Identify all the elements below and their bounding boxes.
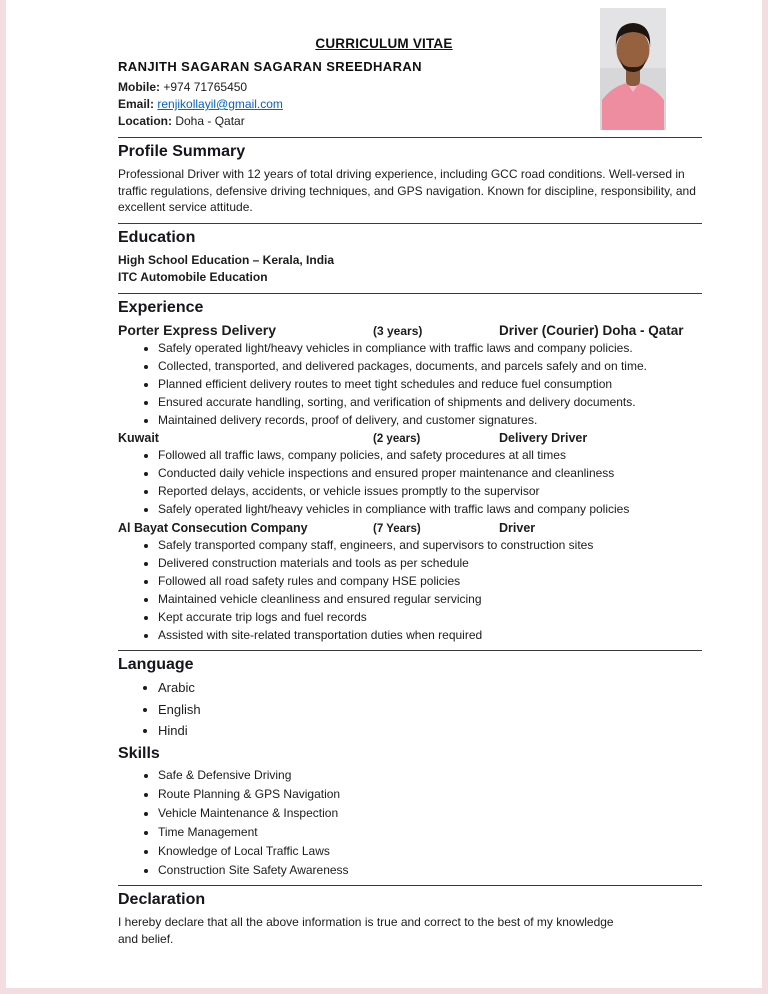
- candidate-name: RANJITH SAGARAN SAGARAN SREEDHARAN: [118, 59, 422, 74]
- job-header: [118, 431, 702, 445]
- job-company: Porter Express Delivery: [118, 321, 276, 338]
- profile-summary-text: Professional Driver with 12 years of total driving experience, including GCC road conditions. Well-versed in traffic regulations, defensive driving techniques, and GPS navigation. Known for discipline, responsibility, and excellent service attitude.: [118, 167, 696, 214]
- job-duration: (3 years): [373, 323, 423, 338]
- skill-item: • Knowledge of Local Traffic Laws: [158, 844, 702, 860]
- job-duration: (2 years): [373, 433, 421, 445]
- bullet-item: • Planned efficient delivery routes to meet tight schedules and reduce fuel consumption: [158, 377, 702, 393]
- language-item: • English: [158, 702, 702, 718]
- skills-list: [118, 768, 702, 879]
- job-company: Kuwait: [118, 431, 159, 445]
- section-divider: [118, 137, 702, 138]
- skill-item: • Route Planning & GPS Navigation: [158, 787, 702, 803]
- section-heading-declaration: Declaration: [118, 891, 206, 908]
- skill-item: • Time Management: [158, 825, 702, 841]
- bullet-item: • Delivered construction materials and tools as per schedule: [158, 556, 702, 572]
- skill-item: • Safe & Defensive Driving: [158, 768, 702, 784]
- profile-photo: [600, 8, 666, 130]
- bullet-item: • Maintained delivery records, proof of delivery, and customer signatures.: [158, 413, 702, 429]
- declaration-text: I hereby declare that all the above information is true and correct to the best of my knowledge and belief.: [118, 915, 614, 946]
- language-list: [118, 680, 702, 739]
- job-header: [118, 322, 702, 338]
- section-heading-profile: Profile Summary: [118, 143, 246, 160]
- job-header: [118, 521, 702, 535]
- email-link[interactable]: renjikollayil@gmail.com: [157, 97, 283, 111]
- bullet-item: • Safely operated light/heavy vehicles in compliance with traffic laws and company policies: [158, 502, 702, 518]
- job-duration: (7 Years): [373, 522, 421, 535]
- bullet-item: • Collected, transported, and delivered packages, documents, and parcels safely and on time.: [158, 359, 702, 375]
- section-divider: [118, 885, 702, 886]
- bullet-item: • Conducted daily vehicle inspections and ensured proper maintenance and cleanliness: [158, 466, 702, 482]
- job-bullet-list: [118, 341, 702, 429]
- bullet-item: • Ensured accurate handling, sorting, and verification of shipments and delivery documents.: [158, 395, 702, 411]
- job-role: Driver: [499, 520, 536, 535]
- section-divider: [118, 223, 702, 224]
- section-divider: [118, 293, 702, 294]
- education-item: High School Education – Kerala, India: [118, 252, 335, 267]
- language-item: • Hindi: [158, 723, 702, 739]
- bullet-item: • Followed all road safety rules and company HSE policies: [158, 574, 702, 590]
- cv-page: [6, 0, 762, 988]
- section-heading-language: Language: [118, 656, 194, 673]
- job-role: Delivery Driver: [499, 431, 588, 445]
- bullet-item: • Followed all traffic laws, company policies, and safety procedures at all times: [158, 448, 702, 464]
- bullet-item: • Kept accurate trip logs and fuel records: [158, 610, 702, 626]
- mobile-value: +974 71765450: [163, 80, 248, 94]
- section-heading-education: Education: [118, 228, 196, 246]
- section-heading-skills: Skills: [118, 744, 160, 762]
- mobile-label: Mobile:: [118, 80, 160, 94]
- bullet-item: • Maintained vehicle cleanliness and ensured regular servicing: [158, 592, 702, 608]
- job-role: Driver (Courier) Doha - Qatar: [499, 322, 684, 338]
- bullet-item: • Safely transported company staff, engineers, and supervisors to construction sites: [158, 538, 702, 554]
- job-company: Al Bayat Consecution Company: [118, 520, 308, 535]
- section-divider: [118, 650, 702, 651]
- job-bullet-list: [118, 538, 702, 644]
- cv-content: [118, 59, 702, 947]
- section-heading-experience: Experience: [118, 298, 204, 316]
- bullet-item: • Assisted with site-related transportation duties when required: [158, 628, 702, 644]
- skill-item: • Vehicle Maintenance & Inspection: [158, 806, 702, 822]
- skill-item: • Construction Site Safety Awareness: [158, 863, 702, 879]
- language-item: • Arabic: [158, 680, 702, 696]
- bullet-item: • Safely operated light/heavy vehicles in compliance with traffic laws and company policies.: [158, 341, 702, 357]
- job-bullet-list: [118, 448, 702, 518]
- location-label: Location:: [118, 114, 172, 128]
- location-value: Doha - Qatar: [175, 114, 245, 128]
- email-label: Email:: [118, 97, 155, 111]
- bullet-item: • Reported delays, accidents, or vehicle issues promptly to the supervisor: [158, 484, 702, 500]
- cv-title: CURRICULUM VITAE: [315, 36, 453, 51]
- education-item: ITC Automobile Education: [118, 269, 268, 284]
